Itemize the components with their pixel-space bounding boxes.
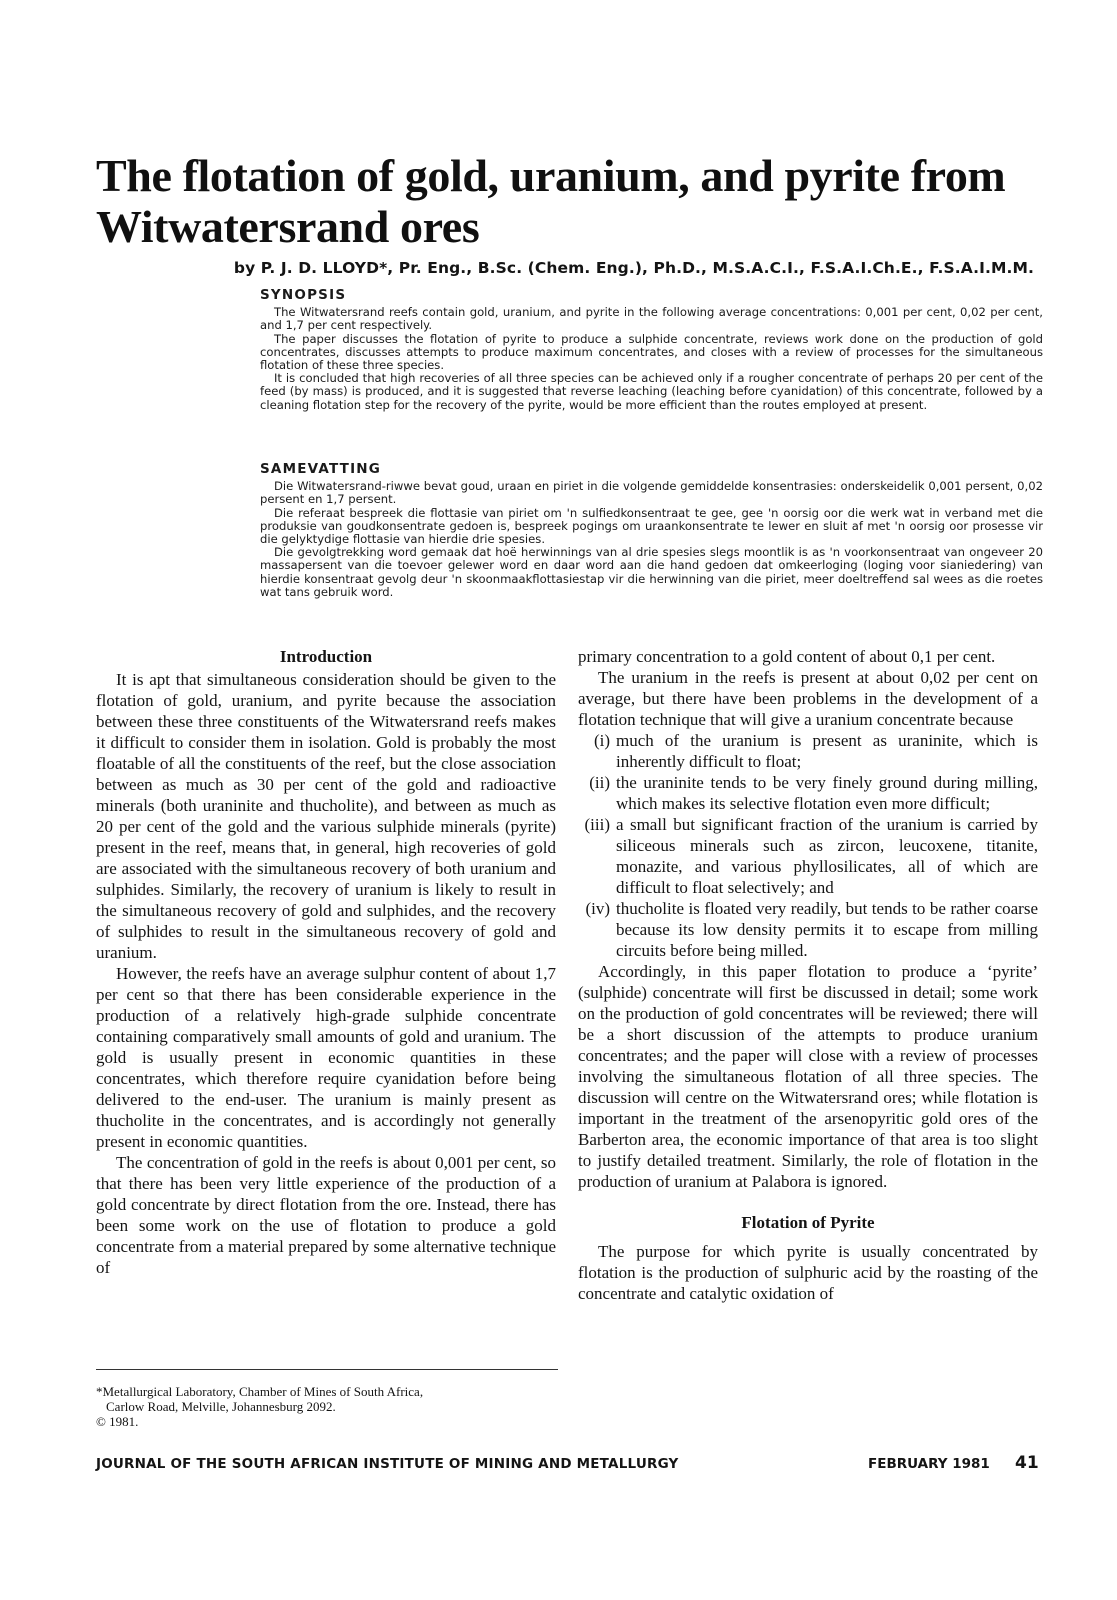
samevatting-paragraph: Die Witwatersrand-riwwe bevat goud, uraan en piriet in die volgende gemiddelde konsentrasies: onderskeidelik 0,001 persent, 0,02 persent en 1,7 persent. — [260, 479, 1043, 507]
synopsis-section — [260, 289, 1043, 412]
introduction-heading: Introduction — [279, 647, 373, 666]
issue-date: FEBRUARY 1981 — [868, 1456, 990, 1472]
synopsis-paragraph: It is concluded that high recoveries of all three species can be achieved only if a rougher concentrate of perhaps 20 per cent of the feed (by mass) is produced, and it is suggested that reverse leaching (leaching before cyanidation) of this concentrate, followed by a cleaning flotation step for the recovery of the pyrite, would be more efficient than the routes employed at present. — [260, 371, 1043, 412]
body-paragraph-continuation: primary concentration to a gold content of about 0,1 per cent. — [578, 647, 996, 666]
list-item-text: much of the uranium is present as uraninite, which is inherently difficult to float; — [616, 731, 1038, 771]
list-marker: (i) — [593, 731, 610, 750]
right-column — [578, 646, 1038, 1304]
list-item-text: thucholite is floated very readily, but tends to be rather coarse because its low density permits it to escape from milling circuits before being milled. — [616, 899, 1038, 960]
body-paragraph: The uranium in the reefs is present at about 0,02 per cent on average, but there have been problems in the development of a flotation technique that will give a uranium concentrate because — [578, 668, 1038, 729]
synopsis-paragraph: The paper discusses the flotation of pyrite to produce a sulphide concentrate, reviews work done on the production of gold concentrates, discusses attempts to produce maximum concentrates, and closes with a review of processes for the simultaneous flotation of these three species. — [260, 331, 1043, 373]
left-column — [96, 646, 556, 1278]
page-number: 41 — [1015, 1453, 1039, 1473]
body-paragraph: It is apt that simultaneous consideration should be given to the flotation of gold, uranium, and pyrite because the association between these three constituents of the Witwatersrand reefs makes it difficult to consider them in isolation. Gold is probably the most floatable of all the constituents of the reef, but the close association between as much as 30 per cent of the gold and radioactive minerals (both uraninite and thucholite), and between as much as 20 per cent of the gold and the various sulphide minerals (pyrite) present in the reef, means that, in general, high recoveries of gold are associated with the simultaneous recovery of both uranium and sulphides. Similarly, the recovery of uranium is likely to result in the simultaneous recovery of gold and sulphides, and the recovery of sulphides to result in the simultaneous recovery of gold and uranium. — [96, 670, 556, 962]
list-item — [578, 772, 1038, 814]
body-paragraph: However, the reefs have an average sulphur content of about 1,7 per cent so that there has been considerable experience in the production of a relatively high-grade sulphide concentrate containing comparatively small amounts of gold and uranium. The gold is usually present in economic quantities in these concentrates, which therefore require cyanidation before being delivered to the end-user. The uranium is mainly present as thucholite in the concentrates, and is accordingly not generally present in economic quantities. — [96, 964, 556, 1151]
footnote-line: Carlow Road, Melville, Johannesburg 2092. — [106, 1399, 336, 1414]
synopsis-heading: SYNOPSIS — [260, 287, 347, 303]
reasons-list — [578, 730, 1038, 961]
list-item-text: a small but significant fraction of the uranium is carried by siliceous minerals such as zircon, leucoxene, titanite, monazite, and various phyllosilicates, all of which are difficult to float selectively; and — [616, 815, 1038, 897]
article-title: The flotation of gold, uranium, and pyrite from Witwatersrand ores — [96, 150, 1006, 252]
footnote-divider — [96, 1369, 558, 1370]
list-item — [578, 814, 1038, 898]
list-marker: (iv) — [585, 899, 610, 918]
list-item-text: the uraninite tends to be very finely ground during milling, which makes its selective flotation even more difficult; — [616, 773, 1038, 813]
list-item — [578, 898, 1038, 961]
pyrite-heading: Flotation of Pyrite — [741, 1213, 875, 1232]
samevatting-paragraph: Die gevolgtrekking word gemaak dat hoë herwinnings van al drie spesies slegs moontlik is as 'n voorkonsentraat van ongeveer 20 massapersent van die toevoer gelewer word en daar word aan die hand gedoen dat omkeerloging (loging voor sianiedering) van hierdie konsentraat gevolg deur 'n skoonmaakflottasiestap vir die herwinning van die piriet, meer doeltreffend sal wees as die roetes wat tans gebruik word. — [260, 545, 1043, 599]
samevatting-section — [260, 463, 1043, 599]
synopsis-paragraph: The Witwatersrand reefs contain gold, uranium, and pyrite in the following average concentrations: 0,001 per cent, 0,02 per cent, and 1,7 per cent respectively. — [260, 305, 1043, 333]
author-footnote — [96, 1384, 560, 1429]
copyright-line: © 1981. — [96, 1414, 139, 1429]
body-paragraph: Accordingly, in this paper flotation to produce a ‘pyrite’ (sulphide) concentrate will first be discussed in detail; some work on the production of gold concentrates will be reviewed; there will be a short discussion of the attempts to produce uranium concentrates; and the paper will close with a review of processes involving the simultaneous flotation of all three species. The discussion will centre on the Witwatersrand ores; while flotation is important in the treatment of the arsenopyritic gold ores of the Barberton area, the economic importance of that area is too slight to justify detailed treatment. Similarly, the role of flotation in the production of uranium at Palabora is ignored. — [578, 962, 1038, 1191]
list-marker: (iii) — [584, 815, 610, 834]
list-marker: (ii) — [589, 773, 610, 792]
samevatting-paragraph: Die referaat bespreek die flottasie van piriet om 'n sulfiedkonsentraat te gee, gee 'n oorsig oor die werk wat in verband met die produksie van goudkonsentrate gedoen is, bespreek pogings om uraankonsentrate te lewer en sluit af met 'n oorsig oor prosesse vir die gelyktydige flottasie van hierdie drie spesies. — [260, 505, 1043, 547]
body-paragraph: The concentration of gold in the reefs is about 0,001 per cent, so that there has been very little experience of the production of a gold concentrate by direct flotation from the ore. Instead, there has been some work on the use of flotation to produce a gold concentrate from a material prepared by some alternative technique of — [96, 1153, 556, 1277]
list-item — [578, 730, 1038, 772]
body-paragraph: The purpose for which pyrite is usually concentrated by flotation is the production of sulphuric acid by the roasting of the concentrate and catalytic oxidation of — [578, 1242, 1038, 1303]
journal-name: JOURNAL OF THE SOUTH AFRICAN INSTITUTE OF MINING AND METALLURGY — [96, 1456, 679, 1472]
author-byline: by P. J. D. LLOYD*, Pr. Eng., B.Sc. (Chem. Eng.), Ph.D., M.S.A.C.I., F.S.A.I.Ch.E., F.S.A.I.M.M. — [233, 259, 1034, 277]
footnote-line: *Metallurgical Laboratory, Chamber of Mines of South Africa, — [96, 1384, 424, 1399]
samevatting-heading: SAMEVATTING — [260, 461, 382, 477]
